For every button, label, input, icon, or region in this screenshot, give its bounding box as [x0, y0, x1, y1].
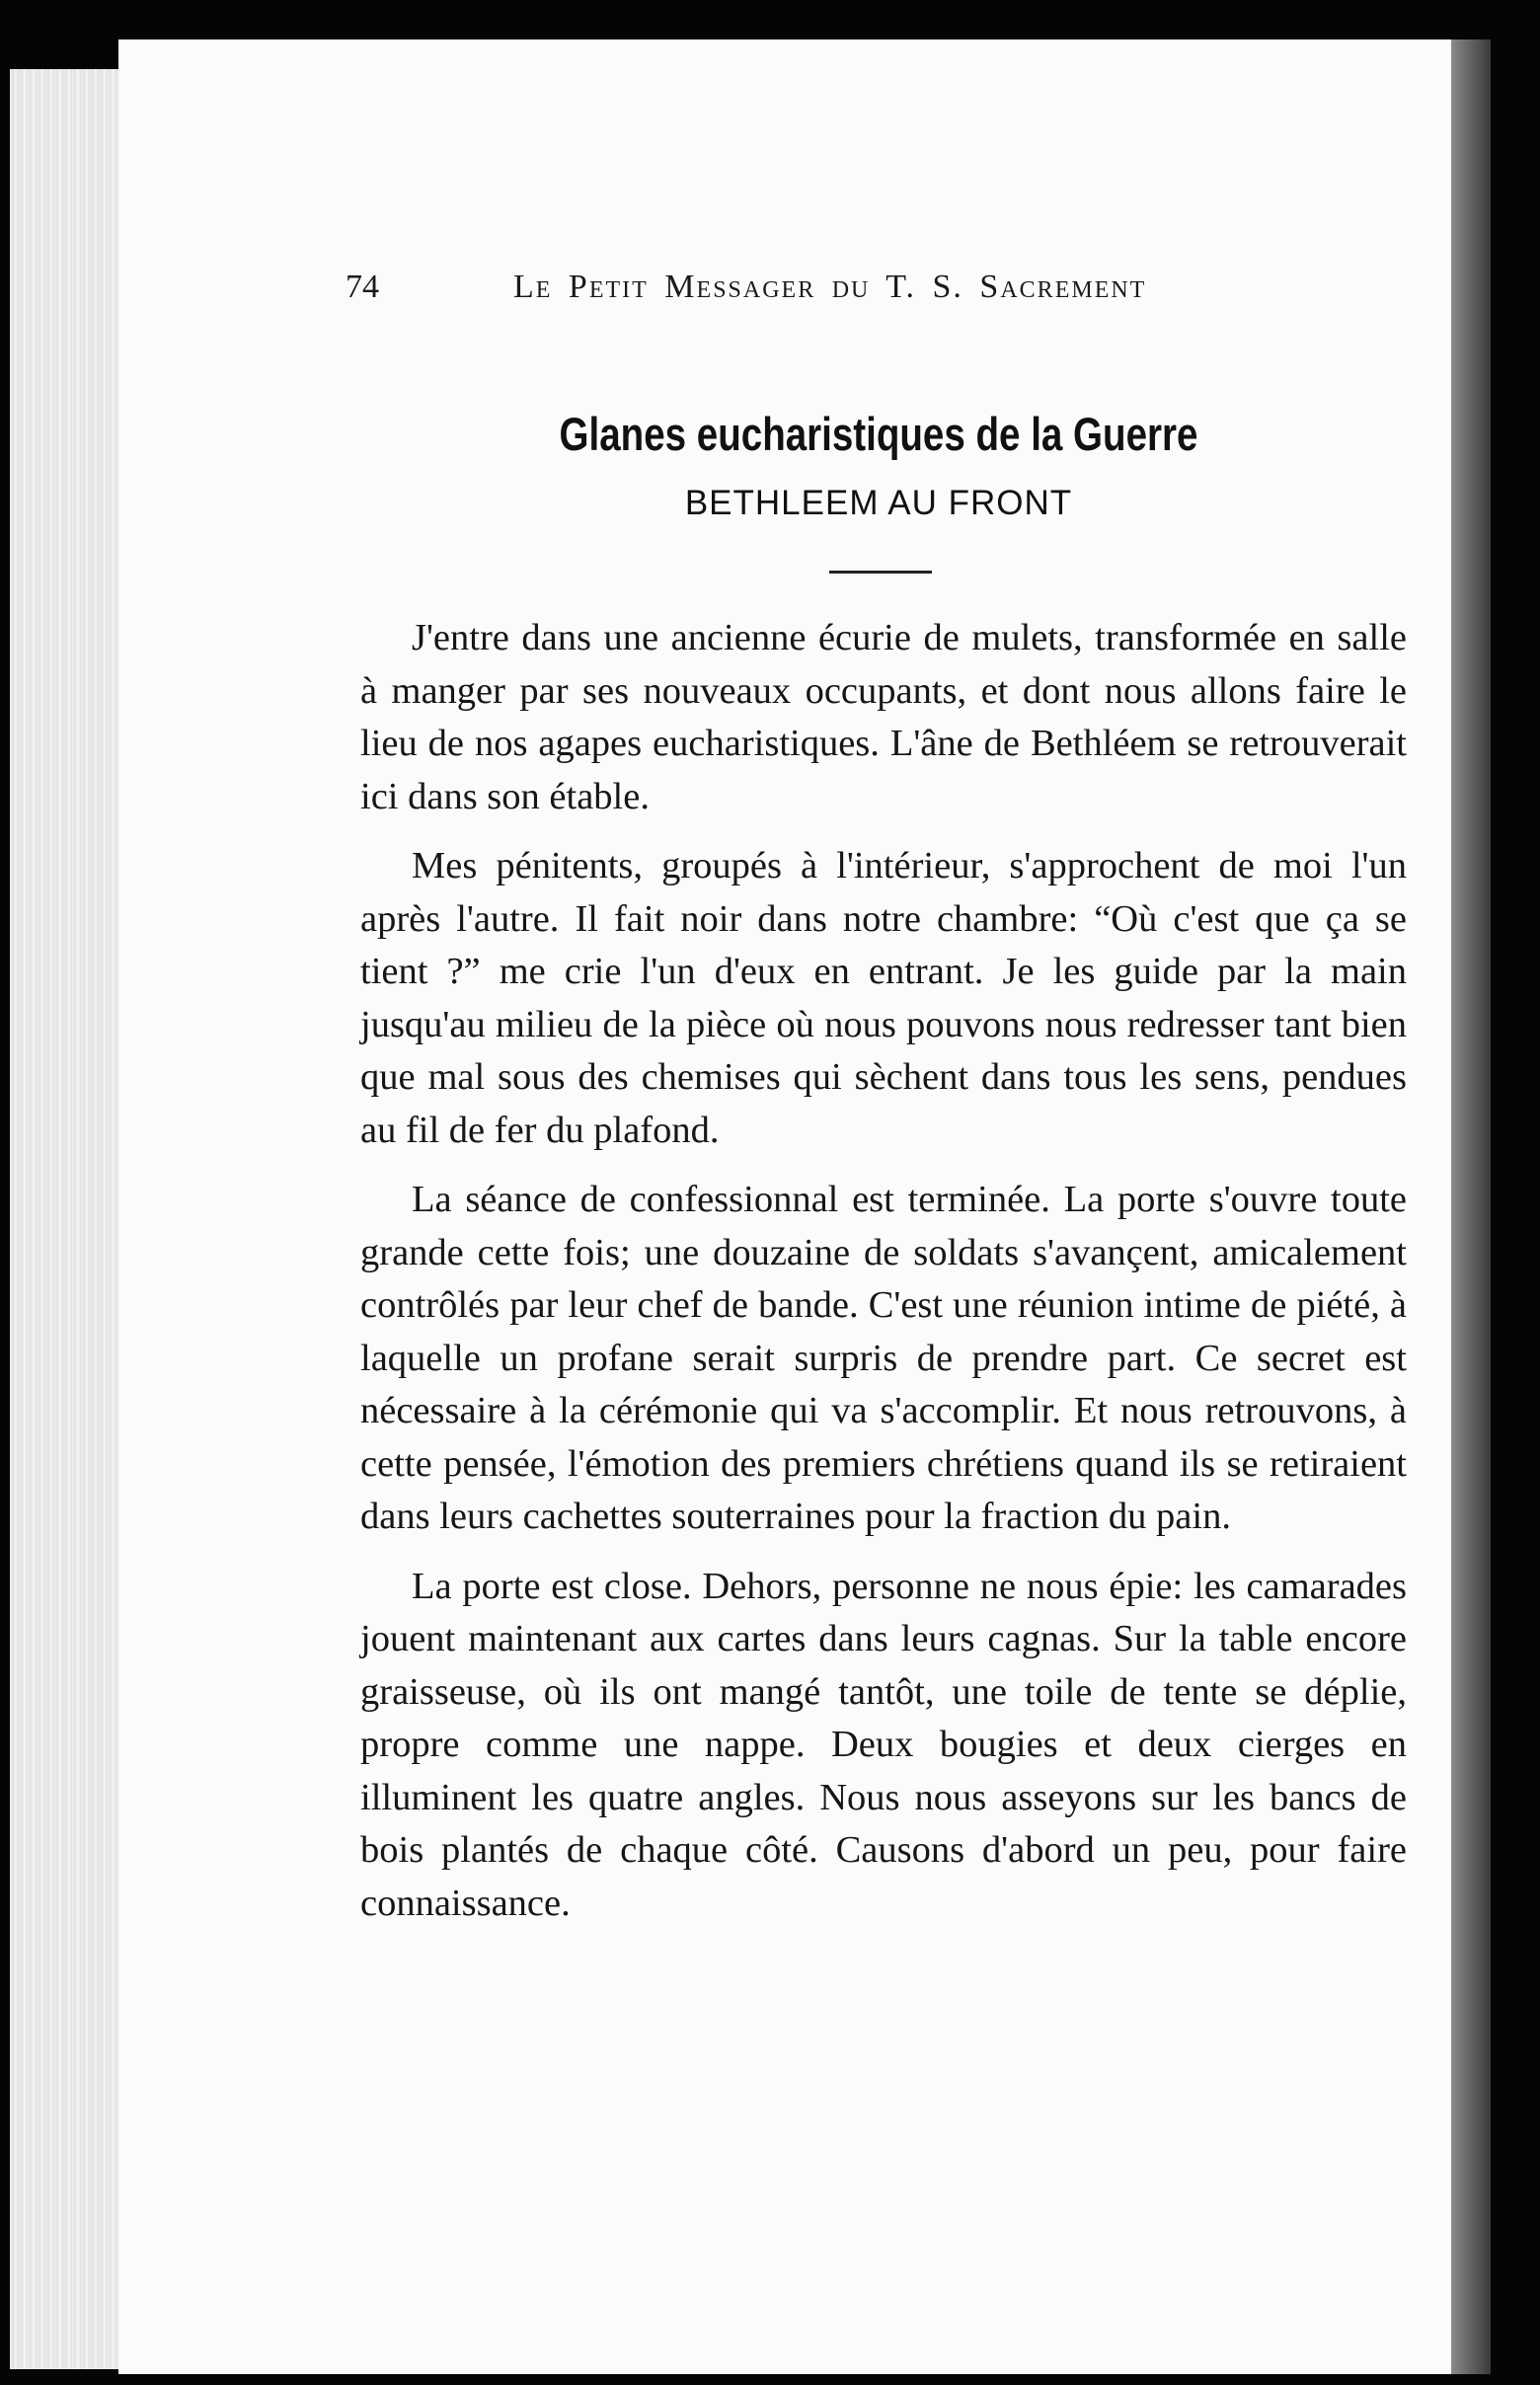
- journal-title: Le Petit Messager du T. S. Sacrement: [513, 269, 1147, 305]
- page-gutter-shadow: [1451, 39, 1491, 2374]
- article-subtitle: BETHLEEM AU FRONT: [684, 484, 1073, 522]
- paragraph-3: La séance de confessionnal est terminée. La porte s'ouvre toute grande cette fois; une douzaine de soldats s'avançent, amicalement contrôlés par leur chef de bande. C'est une réunion intime de piété, à laquelle un profane serait surpris de prendre part. Ce secret est nécessaire à la cérémonie qui va s'accomplir. Et nous retrouvons, à cette pensée, l'émotion des premiers chrétiens quand ils se retiraient dans leurs cachettes souterraines pour la fraction du pain.: [360, 1179, 1407, 1537]
- paragraph-2: Mes pénitents, groupés à l'intérieur, s'approchent de moi l'un après l'autre. Il fait noir dans notre chambre: “Où c'est que ça se tient ?” me crie l'un d'eux en entrant. Je les guide par la main jusqu'au milieu de la pièce où nous pouvons nous redresser tant bien que mal sous des chemises qui sèchent dans tous les sens, pendues au fil de fer du plafond.: [360, 845, 1407, 1151]
- article-body: [360, 612, 1407, 1947]
- paragraph-1: J'entre dans une ancienne écurie de mulets, transformée en salle à manger par ses nouveaux occupants, et dont nous allons faire le lieu de nos agapes eucharistiques. L'âne de Bethléem se retrouverait ici dans son étable.: [360, 617, 1407, 817]
- title-divider: [829, 571, 932, 574]
- running-head: [346, 269, 1264, 318]
- article-title: Glanes eucharistiques de la Guerre: [559, 408, 1198, 460]
- page-number: 74: [346, 269, 379, 305]
- paragraph-4: La porte est close. Dehors, personne ne nous épie: les camarades jouent maintenant aux cartes dans leurs cagnas. Sur la table encore graisseuse, où ils ont mangé tantôt, une toile de tente se déplie, propre comme une nappe. Deux bougies et deux cierges en illuminent les quatre angles. Nous nous asseyons sur les bancs de bois plantés de chaque côté. Causons d'abord un peu, pour faire connaissance.: [360, 1565, 1407, 1924]
